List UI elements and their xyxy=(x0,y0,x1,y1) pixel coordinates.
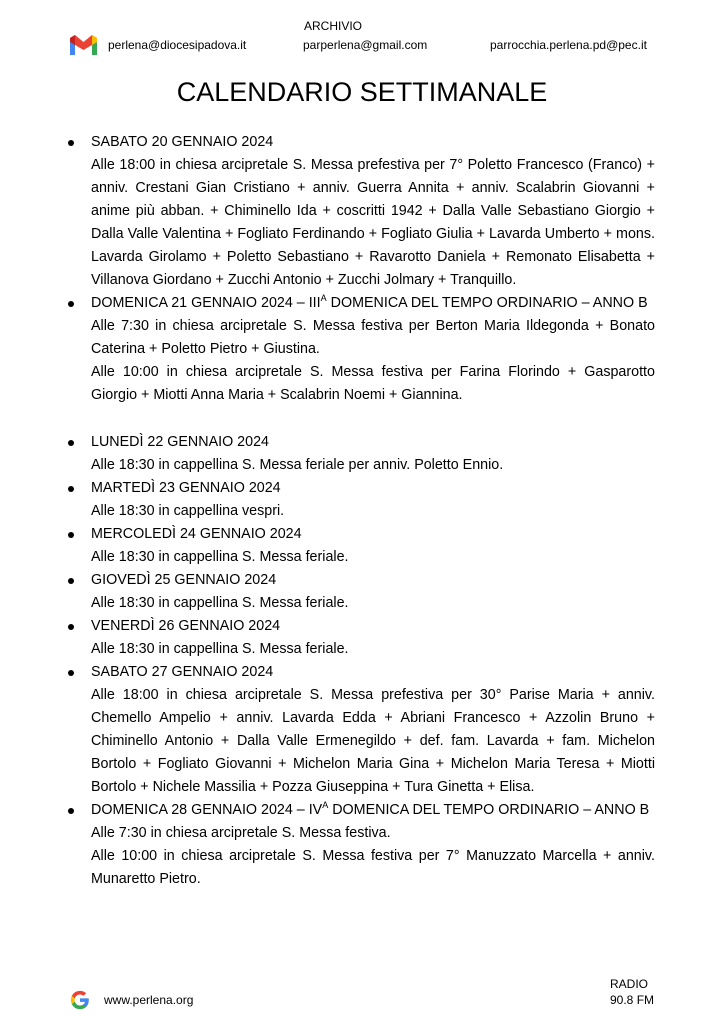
entry-date-part: DOMENICA DEL TEMPO ORDINARIO – ANNO B xyxy=(326,295,648,311)
radio-label: RADIO xyxy=(610,977,649,991)
bullet-icon xyxy=(68,301,74,307)
entry-date-sup: A xyxy=(322,800,329,811)
entry-date xyxy=(91,292,655,315)
list-item-sun-21 xyxy=(0,292,655,407)
bullet-icon xyxy=(68,532,74,538)
page-title: CALENDARIO SETTIMANALE xyxy=(176,77,548,107)
email-diocesi-link[interactable]: perlena@diocesipadova.it xyxy=(108,38,247,52)
list-item-sun-28 xyxy=(0,799,655,891)
entry-date xyxy=(91,799,655,822)
entry-date: MERCOLEDÌ 24 GENNAIO 2024 xyxy=(91,526,302,542)
email-gmail-link[interactable]: parperlena@gmail.com xyxy=(303,38,428,52)
entry-text: Alle 18:30 in cappellina S. Messa feriale per anniv. Poletto Ennio. xyxy=(91,457,504,473)
list-item-sat-27 xyxy=(0,661,655,799)
list-item-mon-22 xyxy=(0,431,655,477)
entry-date-part: DOMENICA 28 GENNAIO 2024 – IV xyxy=(91,802,323,818)
website-link[interactable]: www.perlena.org xyxy=(104,993,194,1007)
entry-text: Alle 18:00 in chiesa arcipretale S. Messa prefestiva per 7° Poletto Francesco (Franco) + anniv. Crestani Gian Cristiano + anniv. Guerra Annita + anniv. Scalabrin Giovanni + anime più abban. + Chiminello Ida + coscritti 1942 + Dalla Valle Sebastiano Giorgio + Dalla Valle Valentina + Fogliato Ferdinando + Fogliato Giulia + Lavarda Umberto + mons. Lavarda Girolamo + Poletto Sebastiano + Ravarotto Daniela + Remonato Elisabetta + Villanova Giordano + Zucchi Antonio + Zucchi Jolmary + Tranquillo. xyxy=(91,157,655,288)
entry-text: Alle 18:30 in cappellina S. Messa feriale. xyxy=(91,641,349,657)
entry-text: Alle 18:30 in cappellina S. Messa feriale. xyxy=(91,595,349,611)
entry-date: VENERDÌ 26 GENNAIO 2024 xyxy=(91,618,281,634)
entry-text: Alle 18:30 in cappellina S. Messa feriale. xyxy=(91,549,349,565)
archive-label: ARCHIVIO xyxy=(304,19,363,33)
entry-date: LUNEDÌ 22 GENNAIO 2024 xyxy=(91,434,269,450)
google-icon xyxy=(69,989,91,1011)
bullet-icon xyxy=(68,670,74,676)
entry-date: MARTEDÌ 23 GENNAIO 2024 xyxy=(91,480,281,496)
bullet-icon xyxy=(68,140,74,146)
bullet-icon xyxy=(68,578,74,584)
list-item-wed-24 xyxy=(0,523,655,569)
list-item-tue-23 xyxy=(0,477,655,523)
entry-text: Alle 18:30 in cappellina vespri. xyxy=(91,503,285,519)
entry-date-sup: A xyxy=(320,293,327,304)
entry-text: Alle 7:30 in chiesa arcipretale S. Messa festiva per Berton Maria Ildegonda + Bonato Caterina + Poletto Pietro + Giustina. xyxy=(91,318,655,357)
radio-frequency: 90.8 FM xyxy=(610,993,655,1007)
entry-text: Alle 10:00 in chiesa arcipretale S. Messa festiva per Farina Florindo + Gasparotto Giorgio + Miotti Anna Maria + Scalabrin Noemi + Giannina. xyxy=(91,364,655,403)
entry-date-part: DOMENICA DEL TEMPO ORDINARIO – ANNO B xyxy=(328,802,650,818)
entry-date: SABATO 27 GENNAIO 2024 xyxy=(91,664,274,680)
bullet-icon xyxy=(68,808,74,814)
gmail-icon xyxy=(70,35,97,55)
bullet-icon xyxy=(68,624,74,630)
calendar-list xyxy=(0,131,724,891)
entry-date-part: DOMENICA 21 GENNAIO 2024 – III xyxy=(91,295,321,311)
bullet-icon xyxy=(68,486,74,492)
entry-text: Alle 10:00 in chiesa arcipretale S. Messa festiva per 7° Manuzzato Marcella + anniv. Munaretto Pietro. xyxy=(91,848,655,887)
list-item-thu-25 xyxy=(0,569,655,615)
entry-text: Alle 18:00 in chiesa arcipretale S. Messa prefestiva per 30° Parise Maria + anniv. Chemello Ampelio + anniv. Lavarda Edda + Abriani Francesco + Azzolin Bruno + Chiminello Antonio + Dalla Valle Ermenegildo + def. fam. Lavarda + fam. Michelon Bortolo + Fogliato Giovanni + Michelon Maria Gina + Michelon Maria Teresa + Miotti Bortolo + Nichele Massilia + Pozza Giuseppina + Tura Ginetta + Elisa. xyxy=(91,687,655,795)
entry-text: Alle 7:30 in chiesa arcipretale S. Messa festiva. xyxy=(91,825,391,841)
list-item-sat-20 xyxy=(0,131,655,292)
email-pec-link[interactable]: parrocchia.perlena.pd@pec.it xyxy=(490,38,647,52)
bullet-icon xyxy=(68,440,74,446)
entry-date: GIOVEDÌ 25 GENNAIO 2024 xyxy=(91,572,277,588)
list-item-fri-26 xyxy=(0,615,655,661)
entry-date: SABATO 20 GENNAIO 2024 xyxy=(91,134,274,150)
